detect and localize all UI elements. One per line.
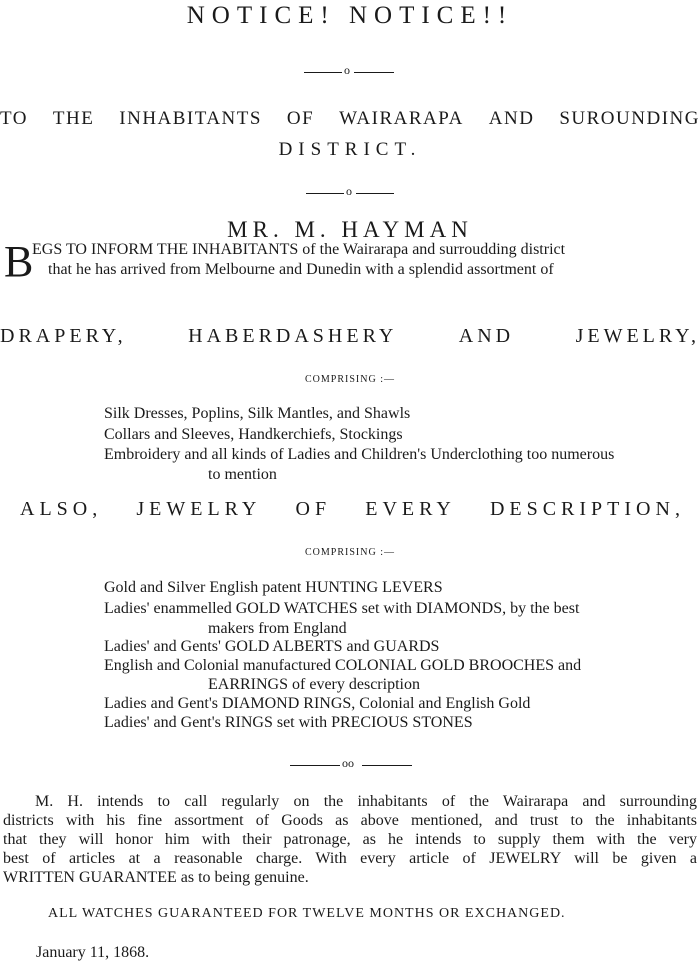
jewelry-item: Ladies and Gent's DIAMOND RINGS, Colonial and English Gold <box>104 695 531 712</box>
separator-rule: o <box>306 187 394 199</box>
address-line: TO THE INHABITANTS OF WAIRARAPA AND SUROUNDING <box>0 108 700 129</box>
goods-heading: DRAPERY, HABERDASHERY AND JEWELRY, <box>0 325 700 347</box>
drapery-item: Silk Dresses, Poplins, Silk Mantles, and Shawls <box>104 405 411 422</box>
advertiser-name: MR. M. HAYMAN <box>227 217 473 242</box>
drapery-item: Collars and Sleeves, Handkerchiefs, Stockings <box>104 426 403 443</box>
jewelry-item-cont: makers from England <box>208 620 347 637</box>
closing-paragraph: M. H. intends to call regularly on the inhabitants of the Wairarapa and surrounding districts with his fine assortment of Goods as above mentioned, and trust to the inhabitants that they will honor him with their patronage, as he intends to supply them with the very best of articles at a reasonable charge. With every article of JEWELRY will be given a WRITTEN GUARANTEE as to being genuine. <box>3 793 697 886</box>
comprising-label: COMPRISING :— <box>305 547 395 558</box>
jewelry-heading: ALSO, JEWELRY OF EVERY DESCRIPTION, <box>20 498 685 520</box>
drapery-item-cont: to mention <box>208 466 277 483</box>
guarantee-line: ALL WATCHES GUARANTEED FOR TWELVE MONTHS OR EXCHANGED. <box>48 906 566 921</box>
drapery-item: Embroidery and all kinds of Ladies and Children's Underclothing too numerous <box>104 446 615 463</box>
drop-cap: B <box>4 237 34 286</box>
intro-line-2: that he has arrived from Melbourne and Dunedin with a splendid assortment of <box>48 261 554 278</box>
jewelry-item: English and Colonial manufactured COLONIAL GOLD BROOCHES and <box>104 657 582 674</box>
date-line: January 11, 1868. <box>36 944 150 961</box>
jewelry-item-cont: EARRINGS of every description <box>208 676 420 693</box>
address-district: DISTRICT. <box>278 139 422 160</box>
jewelry-item: Ladies' and Gent's RINGS set with PRECIOUS STONES <box>104 714 473 731</box>
jewelry-item: Ladies' and Gents' GOLD ALBERTS and GUARDS <box>104 638 440 655</box>
notice-title: NOTICE! NOTICE!! <box>186 2 514 29</box>
intro-line-1: EGS TO INFORM THE INHABITANTS of the Wairarapa and surroudding district <box>32 241 566 258</box>
jewelry-item: Gold and Silver English patent HUNTING LEVERS <box>104 579 443 596</box>
separator-rule: o <box>304 66 394 78</box>
jewelry-item: Ladies' enammelled GOLD WATCHES set with DIAMONDS, by the best <box>104 600 580 617</box>
comprising-label: COMPRISING :— <box>305 374 395 385</box>
separator-rule: oo <box>290 759 412 771</box>
